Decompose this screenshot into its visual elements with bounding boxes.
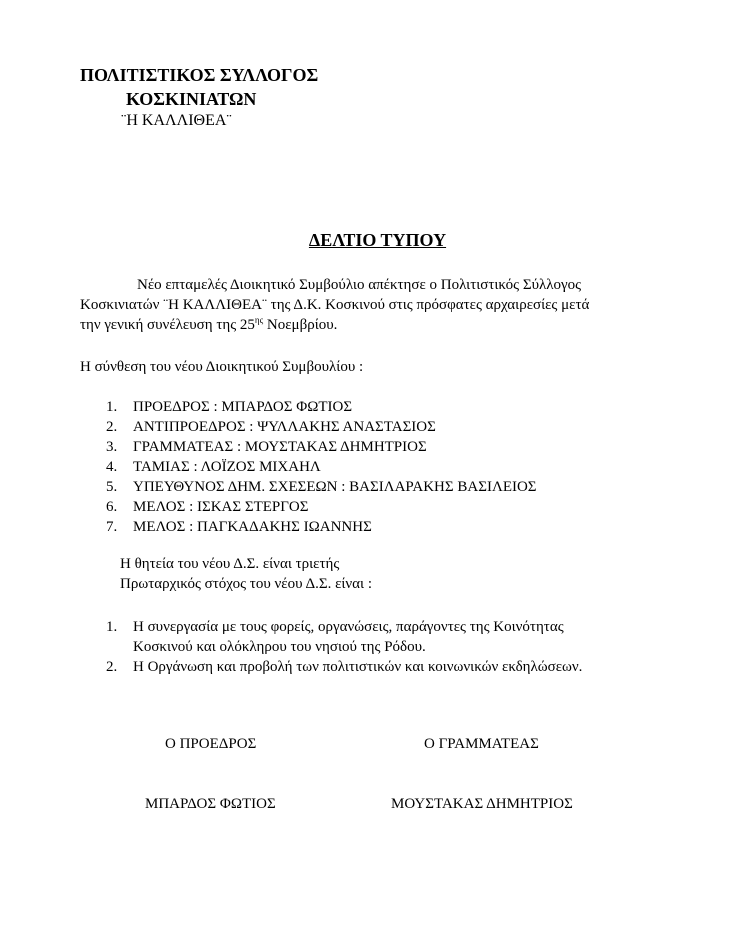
goals-list <box>106 617 583 677</box>
intro-line1: Νέο επταμελές Διοικητικό Συμβούλιο απέκτησε ο Πολιτιστικός Σύλλογος <box>137 277 582 293</box>
goal-line: Η Οργάνωση και προβολή των πολιτιστικών και κοινωνικών εκδηλώσεων. <box>133 659 583 675</box>
document-title <box>0 231 755 249</box>
list-number: 2. <box>106 419 118 435</box>
list-number: 4. <box>106 459 118 475</box>
org-name-line3: ¨Η ΚΑΛΛΙΘΕΑ¨ <box>121 112 232 129</box>
list-number: 3. <box>106 439 118 455</box>
president-name: ΜΠΑΡΔΟΣ ΦΩΤΙΟΣ <box>145 796 276 812</box>
intro-line3-sup: ης <box>254 315 264 325</box>
intro-line3-post: Νοεμβρίου. <box>263 317 338 333</box>
list-item <box>106 497 537 517</box>
list-item <box>106 617 582 657</box>
list-number: 7. <box>106 519 118 535</box>
board-member: ΜΕΛΟΣ : ΙΣΚΑΣ ΣΤΕΡΓΟΣ <box>133 499 309 515</box>
goal-line: Η συνεργασία με τους φορείς, οργανώσεις, παράγοντες της Κοινότητας <box>133 619 564 635</box>
org-name-line2: ΚΟΣΚΙΝΙΑΤΩΝ <box>126 89 257 109</box>
intro-line3 <box>80 315 660 335</box>
board-member: ΓΡΑΜΜΑΤΕΑΣ : ΜΟΥΣΤΑΚΑΣ ΔΗΜΗΤΡΙΟΣ <box>133 439 427 455</box>
list-number: 2. <box>106 659 118 675</box>
board-member: ΠΡΟΕΔΡΟΣ : ΜΠΑΡΔΟΣ ΦΩΤΙΟΣ <box>133 399 353 415</box>
board-member: ΑΝΤΙΠΡΟΕΔΡΟΣ : ΨΥΛΛΑΚΗΣ ΑΝΑΣΤΑΣΙΟΣ <box>133 419 436 435</box>
president-title: Ο ΠΡΟΕΔΡΟΣ <box>165 736 257 752</box>
composition-heading: Η σύνθεση του νέου Διοικητικού Συμβουλίου : <box>80 359 364 375</box>
document-title-text: ΔΕΛΤΙΟ ΤΥΠΟΥ <box>308 230 447 250</box>
board-member: ΜΕΛΟΣ : ΠΑΓΚΑΔΑΚΗΣ ΙΩΑΝΝΗΣ <box>133 519 372 535</box>
list-item <box>106 437 537 457</box>
list-item <box>106 417 537 437</box>
term-line: Η θητεία του νέου Δ.Σ. είναι τριετής <box>120 556 340 572</box>
list-number: 1. <box>106 399 118 415</box>
list-item <box>106 657 583 677</box>
intro-line3-pre: την γενική συνέλευση της 25 <box>80 317 255 333</box>
list-item <box>106 517 537 537</box>
goal-heading: Πρωταρχικός στόχος του νέου Δ.Σ. είναι : <box>120 576 372 592</box>
board-member: ΥΠΕΥΘΥΝΟΣ ΔΗΜ. ΣΧΕΣΕΩΝ : ΒΑΣΙΛΑΡΑΚΗΣ ΒΑΣΙΛΕΙΟΣ <box>133 479 537 495</box>
list-item <box>106 457 537 477</box>
list-number: 6. <box>106 499 118 515</box>
secretary-name: ΜΟΥΣΤΑΚΑΣ ΔΗΜΗΤΡΙΟΣ <box>391 796 573 812</box>
list-item <box>106 477 537 497</box>
org-name-line1: ΠΟΛΙΤΙΣΤΙΚΟΣ ΣΥΛΛΟΓΟΣ <box>80 65 319 85</box>
intro-line2: Κοσκινιατών ¨Η ΚΑΛΛΙΘΕΑ¨ της Δ.Κ. Κοσκινού στις πρόσφατες αρχαιρεσίες μετά <box>80 297 590 313</box>
goal-line: Κοσκινού και ολόκληρου του νησιού της Ρόδου. <box>133 639 426 655</box>
intro-paragraph <box>80 275 660 335</box>
list-number: 1. <box>106 619 118 635</box>
secretary-title: Ο ΓΡΑΜΜΑΤΕΑΣ <box>424 736 539 752</box>
board-members-list <box>106 397 537 537</box>
list-item <box>106 397 537 417</box>
list-number: 5. <box>106 479 118 495</box>
board-member: ΤΑΜΙΑΣ : ΛΟΪΖΟΣ ΜΙΧΑΗΛ <box>133 459 321 475</box>
